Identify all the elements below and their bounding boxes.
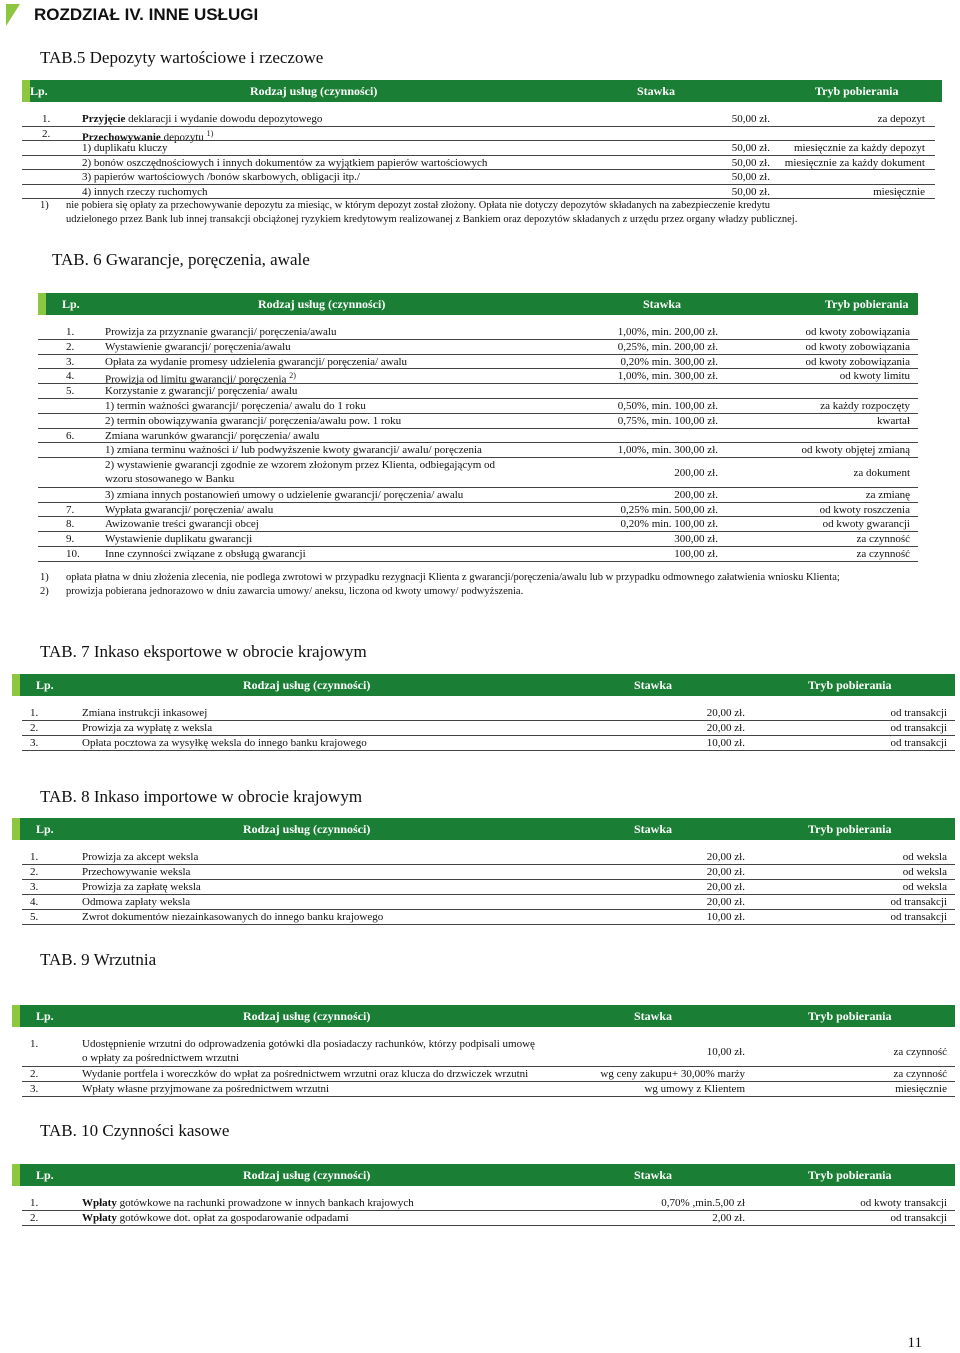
row-lp: 2. (30, 1068, 39, 1080)
row-tryb: od transakcji (890, 737, 947, 749)
row-service: Odmowa zapłaty weksla (82, 896, 191, 908)
table-row (0, 1082, 960, 1097)
row-tryb: miesięcznie za każdy depozyt (793, 142, 925, 154)
row-tryb: od kwoty transakcji (860, 1197, 947, 1209)
header-stawka: Stawka (637, 84, 676, 98)
row-service: Wystawienie duplikatu gwarancji (105, 533, 253, 546)
table-row (0, 865, 960, 880)
tab6-header (38, 293, 918, 315)
header-rodzaj: Rodzaj usług (czynności) (250, 84, 378, 98)
table-row (0, 532, 960, 547)
row-tryb: za depozyt (877, 113, 925, 125)
row-service: Wpłaty gotówkowe na rachunki prowadzone w innych bankach krajowych (82, 1197, 414, 1209)
row-stawka: 1,00%, min. 300,00 zł. (617, 370, 718, 383)
row-service: Wydanie portfela i woreczków do wpłat za pośrednictwem wrzutni oraz klucza do drzwiczek wrzutni (82, 1068, 529, 1080)
header-rodzaj: Rodzaj usług (czynności) (243, 1009, 371, 1023)
row-lp: 2. (66, 340, 75, 353)
row-tryb: od weksla (902, 851, 947, 863)
row-lp: 9. (66, 533, 75, 546)
row-stawka: 20,00 zł. (706, 896, 745, 908)
row-lp: 2. (30, 722, 39, 734)
table-row (0, 850, 960, 865)
row-service: 2) termin obowiązywania gwarancji/ poręczenia/awalu pow. 1 roku (105, 414, 402, 427)
row-lp: 4. (30, 896, 39, 908)
row-stawka: 100,00 zł. (674, 548, 718, 560)
row-lp: 2. (42, 127, 51, 140)
row-tryb: miesięcznie (873, 185, 925, 198)
table-row (0, 880, 960, 895)
row-divider (38, 561, 918, 562)
row-tryb: od kwoty gwarancji (822, 518, 910, 531)
header-accent (12, 674, 20, 696)
header-tryb: Tryb pobierania (808, 822, 892, 836)
row-stawka: 0,75%, min. 100,00 zł. (617, 414, 718, 427)
tab9-header (12, 1005, 955, 1027)
page-number: 11 (907, 1335, 922, 1351)
row-service: Zmiana warunków gwarancji/ poręczenia/ awalu (105, 429, 320, 442)
row-tryb: od kwoty roszczenia (819, 503, 910, 516)
row-tryb: za zmianę (865, 488, 910, 501)
row-stawka: 20,00 zł. (706, 881, 745, 893)
footnote-number: 1) (40, 572, 49, 583)
row-stawka: 50,00 zł. (731, 185, 770, 198)
table-row (0, 429, 960, 444)
row-lp: 10. (66, 548, 80, 560)
row-stawka: 0,20% min. 100,00 zł. (620, 518, 718, 531)
footnote-text: udzielonego przez Bank lub innej transakcji obciążonej ryzykiem kredytowym realizowanej z Bankiem oraz depozytów składanych z urzędu przez organy władzy publicznej. (66, 214, 798, 225)
row-service: Prowizja za wypłatę z weksla (82, 722, 213, 734)
row-divider (22, 1096, 955, 1097)
footnote-text: opłata płatna w dniu złożenia zlecenia, nie podlega zwrotowi w przypadku rezygnacji Klienta z gwarancji/poręczenia/awalu lub w przypadku odmownego załatwienia wniosku Klienta; (66, 572, 840, 583)
row-stawka: 0,25% min. 500,00 zł. (620, 503, 718, 516)
table-row (0, 443, 960, 458)
row-tryb: od kwoty zobowiązania (805, 355, 910, 368)
header-lp: Lp. (36, 1168, 54, 1182)
footnote-number: 1) (40, 200, 49, 211)
row-service: 1) zmiana terminu ważności i/ lub podwyższenie kwoty gwarancji/ awalu/ poręczenia (105, 444, 482, 457)
row-tryb: za dokument (853, 466, 910, 479)
table-row (0, 1196, 960, 1211)
row-lp: 3. (66, 355, 75, 368)
header-tryb: Tryb pobierania (808, 1168, 892, 1182)
row-service: 3) papierów wartościowych /bonów skarbowych, obligacji itp./ (82, 171, 360, 183)
row-tryb: od kwoty zobowiązania (805, 340, 910, 353)
tab10-header (12, 1164, 955, 1186)
row-stawka: 10,00 zł. (706, 1045, 745, 1058)
header-accent (12, 1005, 20, 1027)
table-row (0, 706, 960, 721)
row-tryb: od kwoty objętej zmianą (801, 444, 910, 457)
row-stawka: 2,00 zł. (712, 1212, 745, 1224)
row-lp: 1. (30, 1197, 39, 1209)
row-lp: 5. (30, 911, 39, 923)
row-service: Wystawienie gwarancji/ poręczenia/awalu (105, 340, 291, 353)
footnote-text: prowizja pobierana jednorazowo w dniu zawarcia umowy/ aneksu, liczona od kwoty umowy/ podwyższenia. (66, 586, 524, 597)
row-stawka: 1,00%, min. 300,00 zł. (617, 444, 718, 457)
row-service: Przyjęcie deklaracji i wydanie dowodu depozytowego (82, 113, 323, 125)
tab8-header (12, 818, 955, 840)
tab7-title: TAB. 7 Inkaso eksportowe w obrocie krajowym (40, 642, 367, 661)
table-row (0, 325, 960, 340)
row-lp: 3. (30, 737, 39, 749)
table-row (0, 895, 960, 910)
footnote-number: 2) (40, 586, 49, 597)
row-lp: 1. (30, 707, 39, 719)
header-accent (12, 818, 20, 840)
header-lp: Lp. (36, 822, 54, 836)
table-row (0, 414, 960, 429)
row-tryb: za czynność (856, 533, 910, 546)
row-service: Udostępnienie wrzutni do odprowadzenia gotówki dla posiadaczy rachunków, którzy podpisali umowę o wpłaty za pośrednictwem wrzutni (82, 1038, 535, 1064)
row-service: Prowizja za zapłatę weksla (82, 881, 201, 893)
table-row (0, 127, 960, 142)
row-service: Awizowanie treści gwarancji obcej (105, 518, 259, 531)
header-rodzaj: Rodzaj usług (czynności) (243, 822, 371, 836)
row-lp: 6. (66, 429, 75, 442)
row-service: Prowizja od limitu gwarancji/ poręczenia $^{2)}$ (105, 371, 296, 387)
header-rodzaj: Rodzaj usług (czynności) (243, 678, 371, 692)
row-stawka: wg umowy z Klientem (644, 1083, 745, 1095)
header-rodzaj: Rodzaj usług (czynności) (258, 297, 386, 311)
table-row (0, 355, 960, 370)
row-tryb: za czynność (893, 1068, 947, 1080)
row-tryb: za czynność (893, 1045, 947, 1058)
row-lp: 7. (66, 503, 75, 516)
row-divider (22, 750, 955, 751)
row-tryb: od weksla (902, 881, 947, 893)
header-stawka: Stawka (634, 822, 673, 836)
header-tryb: Tryb pobierania (825, 297, 909, 311)
tab5-title: TAB.5 Depozyty wartościowe i rzeczowe (40, 48, 324, 67)
row-stawka: 50,00 zł. (731, 156, 770, 169)
row-service: Wpłaty gotówkowe dot. opłat za gospodarowanie odpadami (82, 1212, 349, 1224)
header-lp: Lp. (36, 1009, 54, 1023)
row-service: Opłata za wydanie promesy udzielenia gwarancji/ poręczenia/ awalu (105, 355, 408, 368)
table-row (0, 112, 960, 127)
header-tryb: Tryb pobierania (808, 678, 892, 692)
table-row (0, 517, 960, 532)
row-stawka: wg ceny zakupu+ 30,00% marży (600, 1068, 745, 1080)
table-row (0, 156, 960, 171)
row-service: 1) termin ważności gwarancji/ poręczenia/ awalu do 1 roku (105, 400, 366, 412)
row-stawka: 50,00 zł. (731, 142, 770, 154)
row-lp: 1. (66, 326, 75, 338)
header-tryb: Tryb pobierania (815, 84, 899, 98)
row-service: Opłata pocztowa za wysyłkę weksla do innego banku krajowego (82, 737, 367, 749)
table-row (0, 399, 960, 414)
tab7-header (12, 674, 955, 696)
row-service: Prowizja za przyznanie gwarancji/ poręczenia/awalu (105, 326, 337, 338)
row-stawka: 200,00 zł. (674, 488, 718, 501)
row-service: Prowizja za akcept weksla (82, 851, 199, 863)
tab5-header (22, 80, 942, 102)
row-tryb: od kwoty zobowiązania (805, 326, 910, 338)
row-stawka: 0,25%, min. 200,00 zł. (617, 340, 718, 353)
row-service: Zmiana instrukcji inkasowej (82, 707, 208, 719)
tab9-title: TAB. 9 Wrzutnia (40, 950, 157, 969)
table-row (0, 384, 960, 399)
row-tryb: od transakcji (890, 896, 947, 908)
row-service: 4) innych rzeczy ruchomych (82, 185, 208, 198)
header-stawka: Stawka (634, 678, 673, 692)
row-tryb: kwartał (877, 414, 910, 427)
table-row (0, 910, 960, 925)
row-lp: 1. (30, 1038, 39, 1050)
row-service: Inne czynności związane z obsługą gwarancji (105, 548, 306, 560)
row-stawka: 0,20% min. 300,00 zł. (620, 355, 718, 368)
row-service: Wpłaty własne przyjmowane za pośrednictwem wrzutni (82, 1083, 330, 1095)
tab8-title: TAB. 8 Inkaso importowe w obrocie krajowym (40, 787, 363, 806)
table-row (0, 488, 960, 503)
table-row (0, 503, 960, 518)
table-row (0, 369, 960, 387)
header-stawka: Stawka (643, 297, 682, 311)
row-tryb: miesięcznie (895, 1083, 947, 1095)
row-stawka: 10,00 zł. (706, 737, 745, 749)
header-rodzaj: Rodzaj usług (czynności) (243, 1168, 371, 1182)
tab6-title: TAB. 6 Gwarancje, poręczenia, awale (52, 250, 310, 269)
row-lp: 2. (30, 1212, 39, 1224)
row-tryb: za czynność (856, 548, 910, 560)
header-stawka: Stawka (634, 1009, 673, 1023)
chapter-marker (6, 4, 20, 26)
table-row (0, 1067, 960, 1082)
row-lp: 5. (66, 385, 75, 398)
row-stawka: 300,00 zł. (674, 533, 718, 546)
row-tryb: miesięcznie za każdy dokument (784, 156, 925, 169)
row-divider (22, 1225, 955, 1226)
row-service: Korzystanie z gwarancji/ poręczenia/ awalu (105, 385, 298, 398)
row-tryb: od transakcji (890, 707, 947, 719)
table-row (0, 736, 960, 751)
row-service: Przechowywanie weksla (82, 866, 191, 878)
row-tryb: od weksla (902, 866, 947, 878)
header-lp: Lp. (36, 678, 54, 692)
row-service: Przechowywanie depozytu $^{1)}$ (82, 128, 214, 144)
table-row (0, 185, 960, 200)
row-lp: 8. (66, 518, 75, 531)
header-tryb: Tryb pobierania (808, 1009, 892, 1023)
row-tryb: od kwoty limitu (839, 370, 910, 383)
row-tryb: od transakcji (890, 722, 947, 734)
row-stawka: 20,00 zł. (706, 851, 745, 863)
row-service: Wypłata gwarancji/ poręczenia/ awalu (105, 503, 274, 516)
row-divider (22, 924, 955, 925)
row-stawka: 50,00 zł. (731, 171, 770, 183)
footnote-text: nie pobiera się opłaty za przechowywanie depozytu za miesiąc, w którym depozyt został złożony. Opłata nie dotyczy depozytów składanych na zabezpieczenie kredytu (66, 200, 770, 211)
table-row (0, 721, 960, 736)
row-stawka: 0,50%, min. 100,00 zł. (617, 400, 718, 412)
row-stawka: 10,00 zł. (706, 911, 745, 923)
row-lp: 3. (30, 881, 39, 893)
row-lp: 3. (30, 1083, 39, 1095)
row-stawka: 200,00 zł. (674, 466, 718, 479)
chapter-title: ROZDZIAŁ IV. INNE USŁUGI (34, 5, 259, 24)
table-row (0, 1211, 960, 1226)
row-service: 3) zmiana innych postanowień umowy o udzielenie gwarancji/ poręczenia/ awalu (105, 488, 464, 501)
row-stawka: 20,00 zł. (706, 866, 745, 878)
table-row (0, 340, 960, 355)
table-row (0, 458, 960, 488)
row-tryb: za każdy rozpoczęty (820, 400, 910, 412)
table-row (0, 1037, 960, 1067)
row-lp: 2. (30, 866, 39, 878)
row-stawka: 1,00%, min. 200,00 zł. (617, 326, 718, 338)
row-stawka: 0,70% ,min.5,00 zł (661, 1197, 745, 1209)
table-row (0, 170, 960, 185)
header-lp: Lp. (62, 297, 80, 311)
table-row (0, 141, 960, 156)
table-row (0, 547, 960, 562)
row-service: 2) bonów oszczędnościowych i innych dokumentów za wyjątkiem papierów wartościowych (82, 156, 488, 169)
row-lp: 1. (42, 113, 51, 125)
header-accent (12, 1164, 20, 1186)
row-stawka: 50,00 zł. (731, 113, 770, 125)
row-stawka: 20,00 zł. (706, 722, 745, 734)
row-service: 1) duplikatu kluczy (82, 142, 168, 154)
row-lp: 1. (30, 851, 39, 863)
row-stawka: 20,00 zł. (706, 707, 745, 719)
row-lp: 4. (66, 370, 75, 383)
header-accent (22, 80, 30, 102)
row-service: Zwrot dokumentów niezainkasowanych do innego banku krajowego (82, 911, 384, 923)
tab10-title: TAB. 10 Czynności kasowe (40, 1121, 230, 1140)
row-service: 2) wystawienie gwarancji zgodnie ze wzorem złożonym przez Klienta, odbiegającym od wzoru stosowanego w Banku (105, 459, 496, 486)
row-tryb: od transakcji (890, 911, 947, 923)
header-stawka: Stawka (634, 1168, 673, 1182)
row-tryb: od transakcji (890, 1212, 947, 1224)
header-accent (38, 293, 46, 315)
header-lp: Lp. (30, 84, 48, 98)
